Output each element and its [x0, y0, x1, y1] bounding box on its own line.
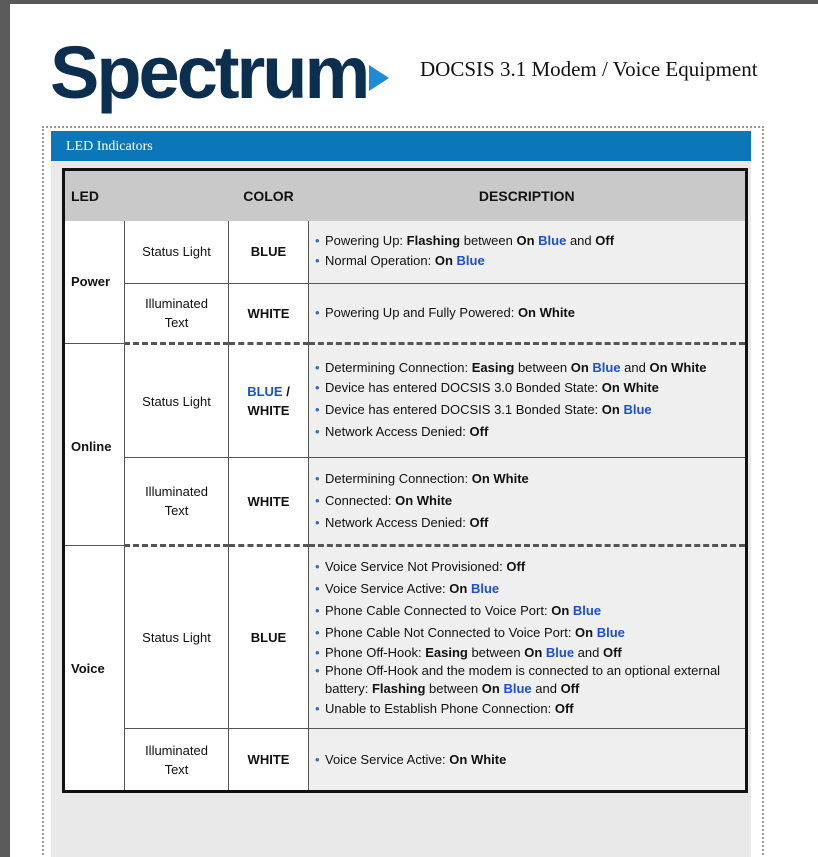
led-type-label: Status Light — [125, 546, 229, 729]
led-type-label: Status Light — [125, 344, 229, 458]
list-item: • Voice Service Active: On White — [315, 749, 739, 771]
table-row — [64, 546, 747, 729]
list-item: • Phone Cable Not Connected to Voice Port: On Blue — [315, 622, 739, 644]
list-item: • Voice Service Not Provisioned: Off — [315, 556, 739, 578]
table-row — [64, 729, 747, 792]
led-description — [309, 458, 747, 546]
led-type-label: Illuminated Text — [125, 458, 229, 546]
list-item: • Network Access Denied: Off — [315, 421, 739, 443]
led-color: WHITE — [229, 458, 309, 546]
table-body — [64, 221, 747, 792]
logo-arrow-icon — [369, 65, 389, 91]
led-color: BLUE / WHITE — [229, 344, 309, 458]
led-group-power: Power — [64, 221, 125, 344]
header-description: DESCRIPTION — [309, 170, 747, 221]
logo-wordmark: Spectrum — [50, 31, 368, 114]
led-description — [309, 284, 747, 344]
list-item: • Normal Operation: On Blue — [315, 250, 739, 272]
list-item: • Voice Service Active: On Blue — [315, 578, 739, 600]
table-row — [64, 344, 747, 458]
header-led: LED — [64, 170, 229, 221]
led-color: BLUE — [229, 221, 309, 284]
list-item: • Powering Up: Flashing between On Blue and Off — [315, 232, 739, 250]
list-item: • Determining Connection: Easing between On Blue and On White — [315, 359, 739, 377]
list-item: • Unable to Establish Phone Connection: Off — [315, 698, 739, 720]
list-item: • Phone Off-Hook: Easing between On Blue and Off — [315, 644, 739, 662]
led-description — [309, 729, 747, 792]
viewer-left-strip — [0, 0, 10, 857]
list-item: • Device has entered DOCSIS 3.1 Bonded State: On Blue — [315, 399, 739, 421]
led-group-voice: Voice — [64, 546, 125, 792]
led-group-online: Online — [64, 344, 125, 546]
document-title: DOCSIS 3.1 Modem / Voice Equipment — [420, 57, 758, 81]
led-description — [309, 546, 747, 729]
table-row — [64, 221, 747, 284]
led-type-label: Illuminated Text — [125, 284, 229, 344]
spectrum-logo — [50, 30, 389, 116]
list-item: • Device has entered DOCSIS 3.0 Bonded State: On White — [315, 377, 739, 399]
led-type-label: Illuminated Text — [125, 729, 229, 792]
list-item: • Connected: On White — [315, 490, 739, 512]
table-row — [64, 458, 747, 546]
list-item: • Powering Up and Fully Powered: On White — [315, 302, 739, 324]
list-item: • Phone Cable Connected to Voice Port: On Blue — [315, 600, 739, 622]
table-row — [64, 284, 747, 344]
list-item: • Phone Off-Hook and the modem is connected to an optional external battery: Flashing between On Blue and Off — [315, 662, 739, 698]
list-item: • Determining Connection: On White — [315, 468, 739, 490]
led-color: WHITE — [229, 284, 309, 344]
led-description — [309, 344, 747, 458]
led-type-label: Status Light — [125, 221, 229, 284]
led-indicators-table — [62, 168, 748, 793]
led-color: WHITE — [229, 729, 309, 792]
led-description — [309, 221, 747, 284]
header-color: COLOR — [229, 170, 309, 221]
led-color: BLUE — [229, 546, 309, 729]
table-header-row — [64, 170, 747, 221]
section-header: LED Indicators — [51, 131, 751, 161]
list-item: • Network Access Denied: Off — [315, 512, 739, 534]
